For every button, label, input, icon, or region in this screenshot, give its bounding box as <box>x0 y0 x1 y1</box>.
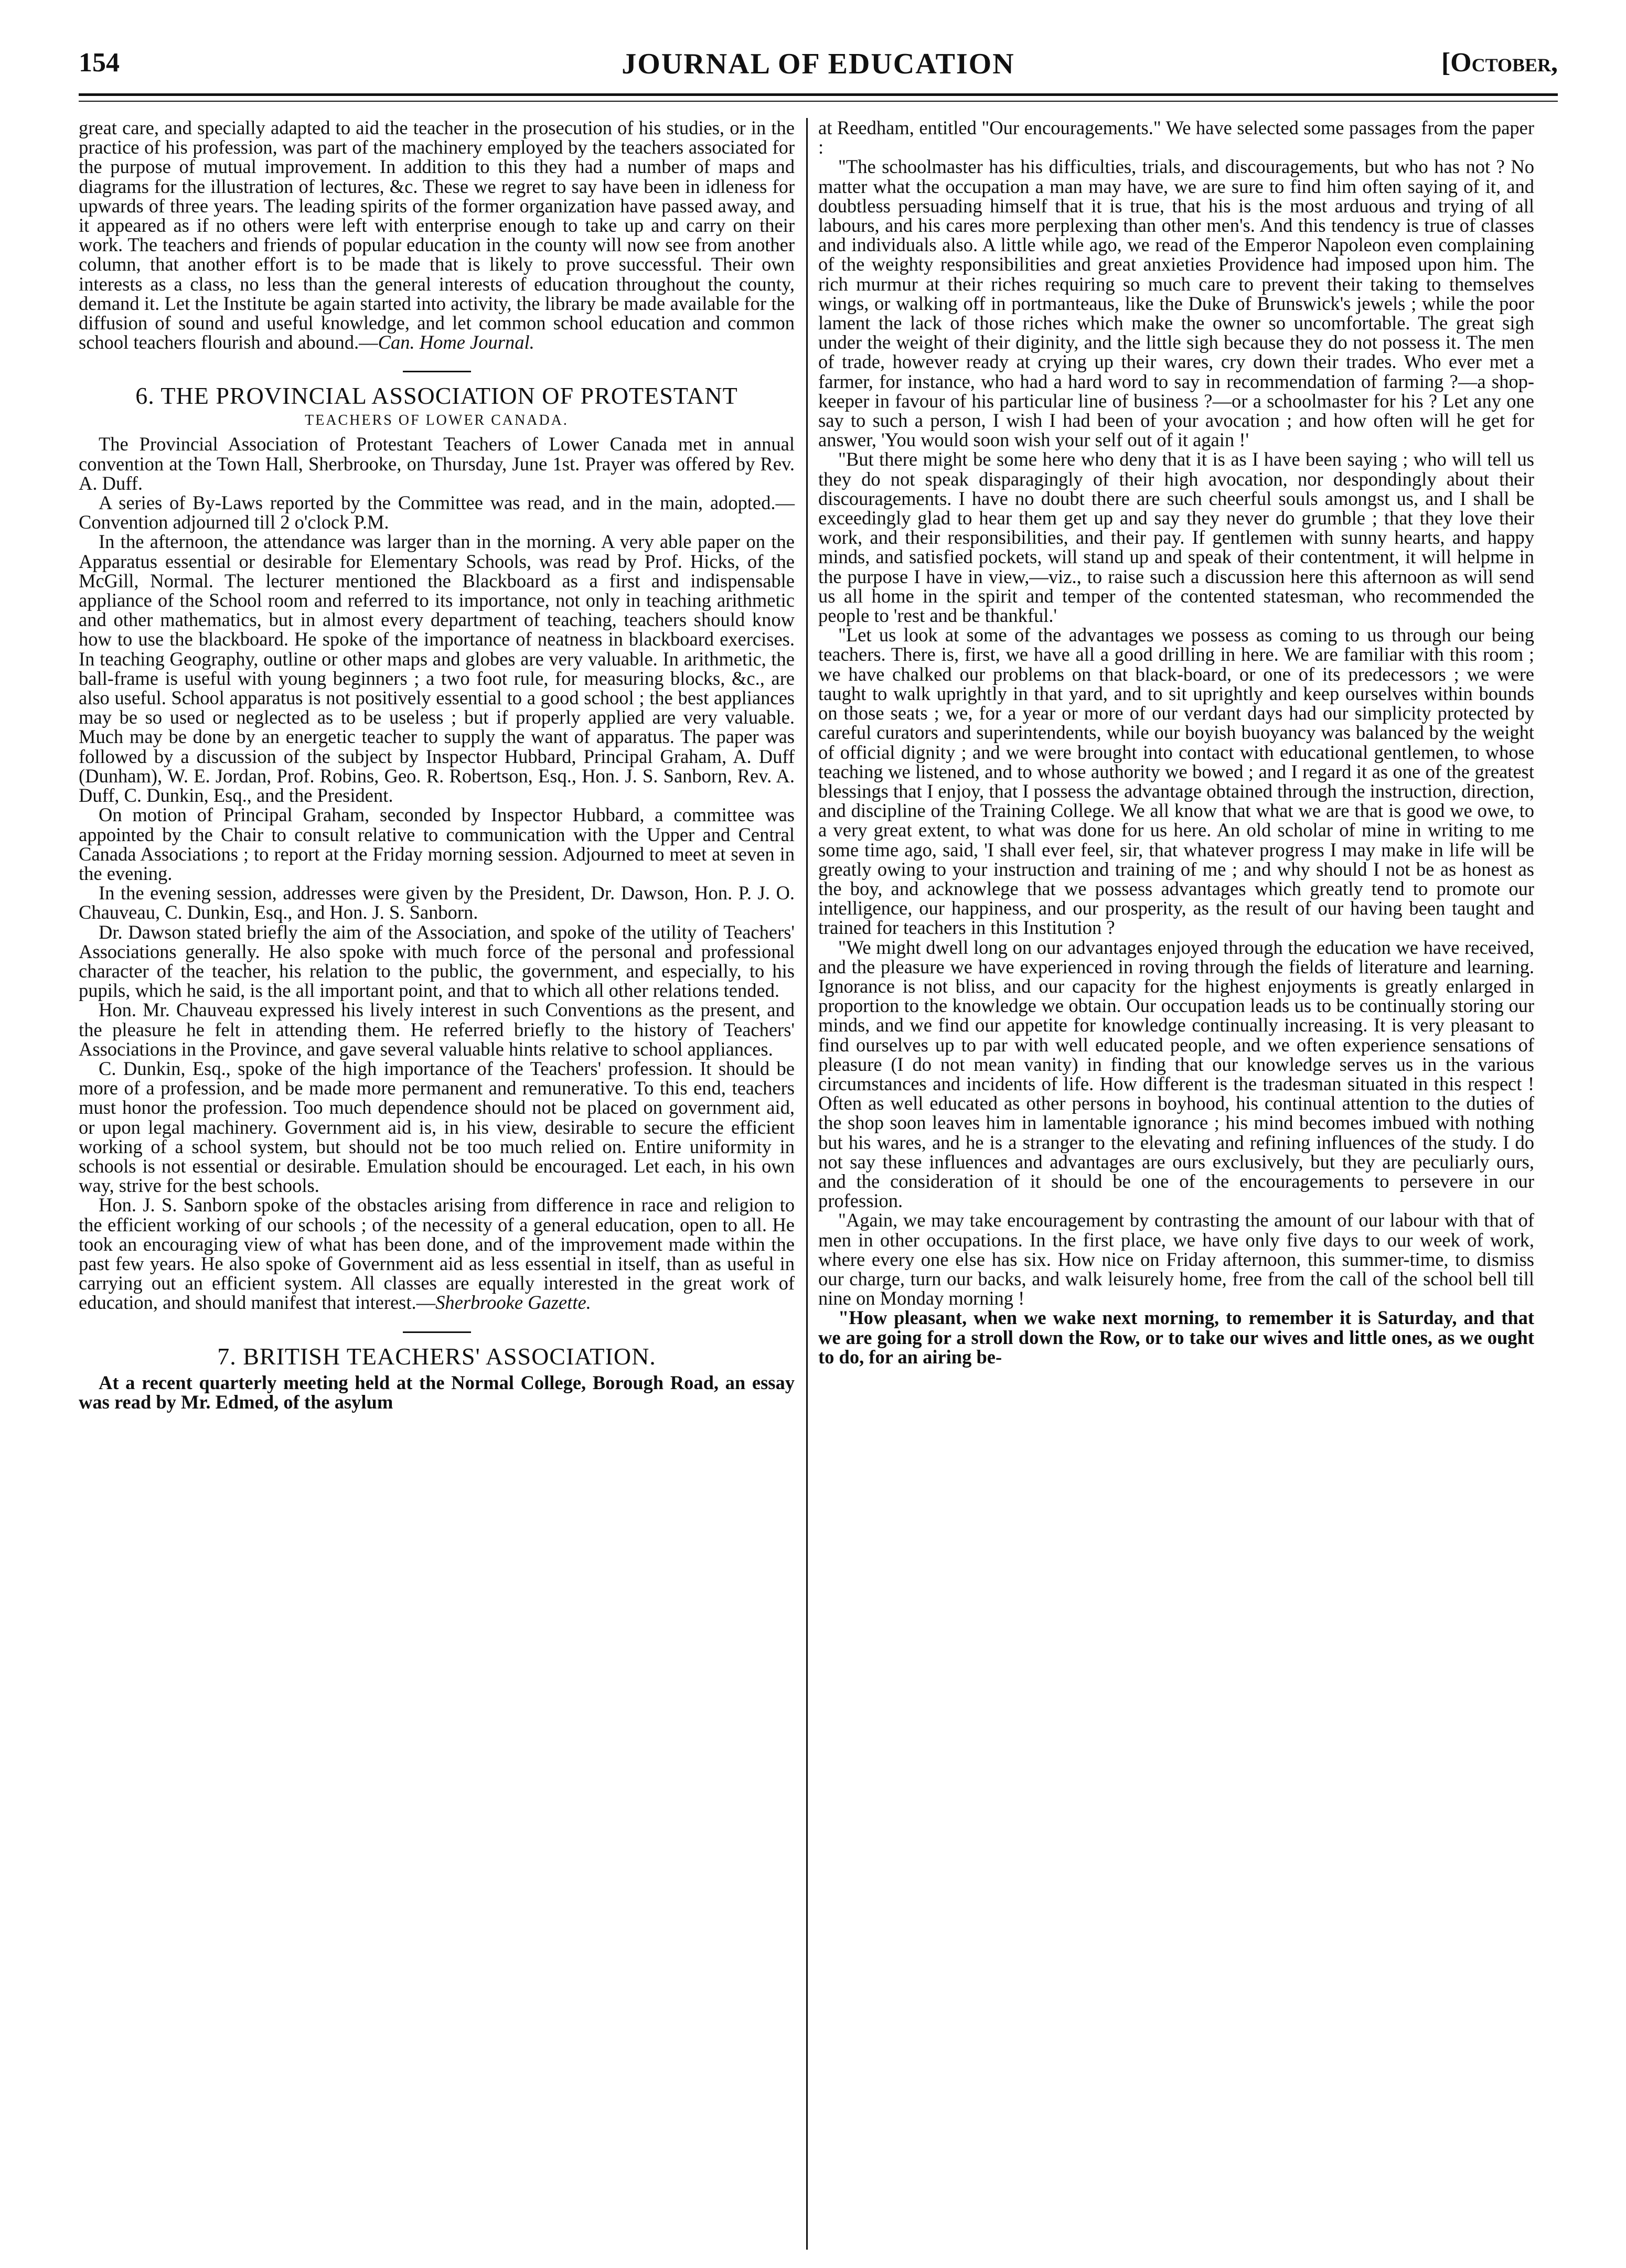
section-6-paragraph: In the afternoon, the attendance was larger than in the morning. A very able paper on the Apparatus essential or desirable for Elementary Schools, was read by Prof. Hicks, of the McGill, Normal. The lecturer mentioned the Blackboard as a first and indispensable appliance of the School room and referred to its importance, not only in teaching arithmetic and other mathematics, but in almost every department of teaching, teachers should know how to use the blackboard. He spoke of the importance of neatness in blackboard exercises. In teaching Geography, outline or other maps and globes are very valuable. In arithmetic, the ball-frame is useful with young beginners ; a two foot rule, for measuring blocks, &c., are also useful. School apparatus is not positively essential to a good school ; the best appliances may be so used or neglected as to be useless ; but if properly applied are very valuable. Much may be done by an energetic teacher to supply the want of apparatus. The paper was followed by a discussion of the subject by Inspector Hubbard, Principal Graham, A. Duff (Dunham), W. E. Jordan, Prof. Robins, Geo. R. Robertson, Esq., Hon. J. S. Sanborn, Rev. A. Duff, C. Dunkin, Esq., and the President. <box>79 531 795 807</box>
essay-paragraph: "Let us look at some of the advantages we possess as coming to us through our being teachers. There is, first, we have all a good drilling in here. We are familiar with this room ; we have chalked our problems on that black-board, or one of its predecessors ; we were taught to walk uprightly in that yard, and to sit uprightly and keep ourselves within bounds on those seats ; we, for a year or more of our verdant days had our simplicity protected by careful curators and superintendents, while our boyish buoyancy was balanced by the weight of official dignity ; and we were brought into contact with educational gentlemen, to whose teaching we listened, and to whose authority we bowed ; and I regard it as one of the greatest blessings that I enjoy, that I possess the advantage obtained through the instruction, direction, and discipline of the Training College. We all know that what we are that is good we owe, to a very great extent, to what was done for us here. An old scholar of mine in writing to me some time ago, said, 'I shall ever feel, sir, that whatever progress I may make in life will be greatly owing to your instruction and training of me ; and why should I not be as honest as the boy, and acknowlege that we possess advantages which greatly tend to promote our intelligence, our happiness, and our prosperity, as the result of our having been taught and trained for teachers in this Institution ? <box>818 624 1534 939</box>
left-column <box>79 118 795 1412</box>
essay-paragraph-last: "How pleasant, when we wake next morning, to remember it is Saturday, and that we are going for a stroll down the Row, or to take our wives and little ones, as we ought to do, for an airing be- <box>818 1307 1534 1368</box>
journal-title: JOURNAL OF EDUCATION <box>622 48 1015 80</box>
header-rule-thin <box>79 101 1558 102</box>
section-separator <box>403 371 471 372</box>
section-6-paragraph: C. Dunkin, Esq., spoke of the high importance of the Teachers' profession. It should be more of a profession, and be made more permanent and remunerative. To this end, teachers must honor the profession. Too much dependence should not be placed on government aid, or upon legal machinery. Government aid is, in his view, desirable to secure the efficient working of a school system, but should not be too much relied on. Entire uniformity in schools is not essential or desirable. Emulation should be encouraged. Let each, in his own way, strive for the best schools. <box>79 1057 795 1197</box>
section-6-paragraph: On motion of Principal Graham, seconded by Inspector Hubbard, a committee was appointed by the Chair to consult relative to communication with the Upper and Central Canada Associations ; to report at the Friday morning session. Adjourned to meet at seven in the evening. <box>79 804 795 884</box>
header-rule-thick <box>79 93 1558 96</box>
section-6-paragraph: In the evening session, addresses were given by the President, Dr. Dawson, Hon. P. J. O. Chauveau, C. Dunkin, Esq., and Hon. J. S. Sanborn. <box>79 882 795 923</box>
essay-paragraph: "Again, we may take encouragement by contrasting the amount of our labour with that of men in other occupations. In the first place, we have only five days to our week of work, where every one else has six. How nice on Friday afternoon, this summer-time, to dismiss our charge, turn our backs, and walk leisurely home, free from the call of the school bell till nine on Monday morning ! <box>818 1209 1534 1309</box>
section-7-title: 7. BRITISH TEACHERS' ASSOCIATION. <box>217 1342 656 1370</box>
page-number: 154 <box>79 48 120 78</box>
section-separator <box>403 1331 471 1333</box>
section-6-paragraph: The Provincial Association of Protestant Teachers of Lower Canada met in annual convention at the Town Hall, Sherbrooke, on Thursday, June 1st. Prayer was offered by Rev. A. Duff. <box>79 433 795 494</box>
section-6-subtitle: TEACHERS OF LOWER CANADA. <box>305 412 569 429</box>
page-header <box>79 47 1558 89</box>
column-divider <box>806 118 808 2250</box>
section-6-paragraph: Hon. Mr. Chauveau expressed his lively interest in such Conventions as the present, and the pleasure he felt in attending them. He referred briefly to the history of Teachers' Associations in the Province, and gave several valuable hints relative to school appliances. <box>79 999 795 1060</box>
section-6-title: 6. THE PROVINCIAL ASSOCIATION OF PROTESTANT <box>135 382 738 410</box>
essay-paragraph: "But there might be some here who deny that it is as I have been saying ; who will tell us they do not speak disparagingly of their high avocation, nor despondingly about their discouragements. I have no doubt there are such cheerful souls amongst us, and I shall be exceedingly glad to hear them get up and say they never do grumble ; that they love their work, and their responsibilities, and their pay. If gentlemen with sunny hearts, and happy minds, and satisfied pockets, will stand up and speak of their contentment, it will helpme in the purpose I have in view,—viz., to raise such a discussion here this afternoon as will send us all home in the spirit and temper of the contented statesman, who recommended the people to 'rest and be thankful.' <box>818 448 1534 627</box>
essay-intro: at Reedham, entitled "Our encouragements." We have selected some passages from the paper : <box>818 117 1534 158</box>
continuation-paragraph: great care, and specially adapted to aid the teacher in the prosecution of his studies, or in the practice of his profession, was part of the machinery employed by the teachers associated for the purpose of mutual improvement. In addition to this they had a number of maps and diagrams for the illustration of lectures, &c. These we regret to say have been in idleness for upwards of three years. The leading spirits of the former organization have passed away, and it appeared as if no others were left with enterprise enough to take up and carry on their work. The teachers and friends of popular education in the county will now see from another column, that another effort is to be made that is likely to prove successful. Their own interests as a class, no less than the general interests of education throughout the county, demand it. Let the Institute be again started into activity, the library be made available for the diffusion of sound and useful knowledge, and let common school education and common school teachers flourish and abound.—Can. Home Journal. <box>79 117 795 353</box>
section-6-paragraph: A series of By-Laws reported by the Committee was read, and in the main, adopted.—Convention adjourned till 2 o'clock P.M. <box>79 492 795 533</box>
issue-month: [October, <box>1441 48 1558 78</box>
continuation-source: Can. Home Journal. <box>378 331 534 353</box>
section-7-opening: At a recent quarterly meeting held at the Normal College, Borough Road, an essay was read by Mr. Edmed, of the asylum <box>79 1371 795 1413</box>
section-6-paragraph-final: Hon. J. S. Sanborn spoke of the obstacles arising from difference in race and religion to the efficient working of our schools ; of the necessity of a general education, open to all. He took an encouraging view of what has been done, and of the improvement made within the past few years. He also spoke of Government aid as less essential in itself, than as useful in carrying out an efficient system. All classes are equally interested in the great work of education, and should manifest that interest.—Sherbrooke Gazette. <box>79 1194 795 1314</box>
section-6-paragraph: Dr. Dawson stated briefly the aim of the Association, and spoke of the utility of Teachers' Associations generally. He also spoke with much force of the personal and professional character of the teacher, his relation to the public, the government, and especially, to his pupils, which he said, is the all important point, and that to which all other relations tended. <box>79 921 795 1002</box>
essay-paragraph: "We might dwell long on our advantages enjoyed through the education we have received, and the pleasure we have experienced in roving through the fields of literature and learning. Ignorance is not bliss, and our capacity for the highest enjoyments is greatly enlarged in proportion to the knowledge we obtain. Our occupation leads us to be continually storing our minds, and we find our appetite for knowledge continually increasing. It is very pleasant to find ourselves up to par with well educated people, and we often experience sensations of pleasure (I do not mean vanity) in finding that our knowledge serves us in the various circumstances and incidents of life. How different is the tradesman situated in this respect ! Often as well educated as other persons in boyhood, his continual attention to the duties of the shop soon leaves him in lamentable ignorance ; his mind becomes imbued with nothing but his wares, and he is a stranger to the elevating and refining influences of the study. I do not say these influences and advantages are ours exclusively, but they are peculiarly ours, and the consideration of it should be one of the encouragements to persevere in our profession. <box>818 936 1534 1212</box>
right-column <box>818 118 1534 1367</box>
section-6-source: Sherbrooke Gazette. <box>435 1292 591 1314</box>
essay-paragraph: "The schoolmaster has his difficulties, trials, and discouragements, but who has not ? No matter what the occupation a man may have, we are sure to find him often saying of it, and doubtless persuading himself that it is true, that his is the most arduous and trying of all labours, and his cares more perplexing than other men's. And this tendency is true of classes and individuals also. A little while ago, we read of the Emperor Napoleon even complaining of the weighty responsibilities and great anxieties Providence had imposed upon him. The rich murmur at their riches requiring so much care to prevent their taking to themselves wings, or walking off in portmanteaus, like the Duke of Brunswick's jewels ; while the poor lament the lack of those riches which make the owner so uncomfortable. The great sigh under the weight of their diginity, and the little sigh because they do not possess it. The men of trade, however ready at crying up their wares, cry down their trades. Who ever met a farmer, for instance, who had a hard word to say in recommendation of farming ?—a shop-keeper in favour of his particular line of business ?—or a schoolmaster for his ? Let any one say to such a person, I wish I had been of your avocation ; and how often will he get for answer, 'You would soon wish your self out of it again !' <box>818 156 1534 451</box>
